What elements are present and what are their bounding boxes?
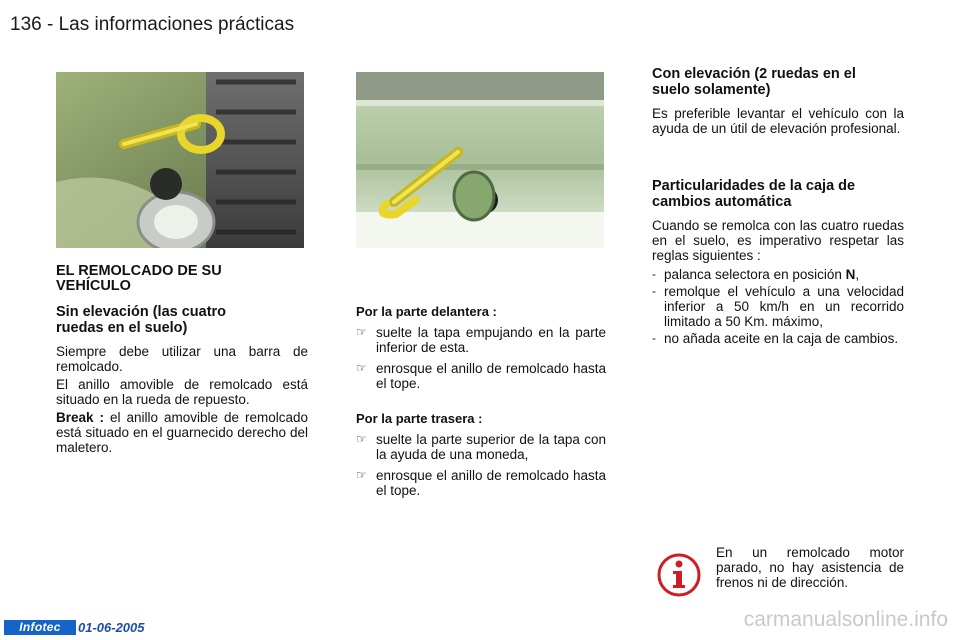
front-tow-ring-illustration — [56, 72, 304, 248]
front-steps-list — [356, 325, 606, 391]
page-title: Las informaciones prácticas — [58, 14, 295, 35]
front-tow-ring-photo — [56, 72, 304, 248]
footer-date: 01-06-2005 — [78, 620, 145, 635]
list-item: - no añada aceite en la caja de cambios. — [652, 331, 899, 346]
pointing-hand-icon: ☞ — [356, 361, 367, 375]
rear-tow-ring-illustration — [356, 72, 604, 248]
list-item: ☞ enrosque el anillo de remolcado hasta el tope. — [356, 361, 606, 391]
section-title: EL REMOLCADO DE SU VEHÍCULO — [56, 263, 222, 294]
paragraph-tow-bar: Siempre debe utilizar una barra de remolcado. — [56, 344, 308, 374]
break-text: el anillo amovible de remolcado está situado en el guarnecido derecho del maletero. — [56, 410, 308, 455]
automatic-rules-list — [652, 267, 904, 346]
lift-title: Con elevación (2 ruedas en el suelo solamente) — [652, 66, 856, 98]
info-icon — [656, 552, 702, 598]
left-column — [56, 264, 308, 455]
gear-position-n: N — [845, 267, 856, 282]
rear-heading: Por la parte trasera : — [356, 411, 483, 426]
automatic-gearbox-paragraph: Cuando se remolca con las cuatro ruedas en el suelo, es imperativo respetar las reglas siguientes : — [652, 218, 904, 263]
subsection-no-lift-title: Sin elevación (las cuatro ruedas en el suelo) — [56, 304, 227, 336]
front-heading: Por la parte delantera : — [356, 304, 497, 319]
break-label: Break : — [56, 410, 104, 425]
pointing-hand-icon: ☞ — [356, 432, 367, 446]
list-item: - palanca selectora en posición N, — [652, 267, 860, 282]
lift-paragraph: Es preferible levantar el vehículo con la ayuda de un útil de elevación profesional. — [652, 106, 904, 136]
page-header — [10, 14, 294, 36]
middle-column — [356, 304, 606, 498]
infotec-logo: Infotec — [4, 620, 76, 635]
rear-tow-ring-photo — [356, 72, 604, 248]
list-item: - remolque el vehículo a una velocidad inferior a 50 km/h en un recorrido limitado a 50 Km. máximo, — [652, 284, 904, 329]
pointing-hand-icon: ☞ — [356, 325, 367, 339]
info-note: En un remolcado motor parado, no hay asistencia de frenos ni de dirección. — [716, 545, 904, 590]
list-item: ☞ suelte la tapa empujando en la parte inferior de esta. — [356, 325, 606, 355]
rear-steps-list — [356, 432, 606, 498]
pointing-hand-icon: ☞ — [356, 468, 367, 482]
watermark: carmanualsonline.info — [743, 608, 948, 631]
right-column — [652, 66, 904, 346]
paragraph-ring-location: El anillo amovible de remolcado está situado en la rueda de repuesto. — [56, 377, 308, 407]
paragraph-break-note — [56, 410, 308, 455]
page-number: 136 — [10, 14, 42, 35]
list-item: ☞ suelte la parte superior de la tapa con la ayuda de una moneda, — [356, 432, 606, 462]
automatic-gearbox-title: Particularidades de la caja de cambios automática — [652, 178, 856, 210]
list-item: ☞ enrosque el anillo de remolcado hasta el tope. — [356, 468, 606, 498]
header-separator: - — [46, 14, 54, 35]
